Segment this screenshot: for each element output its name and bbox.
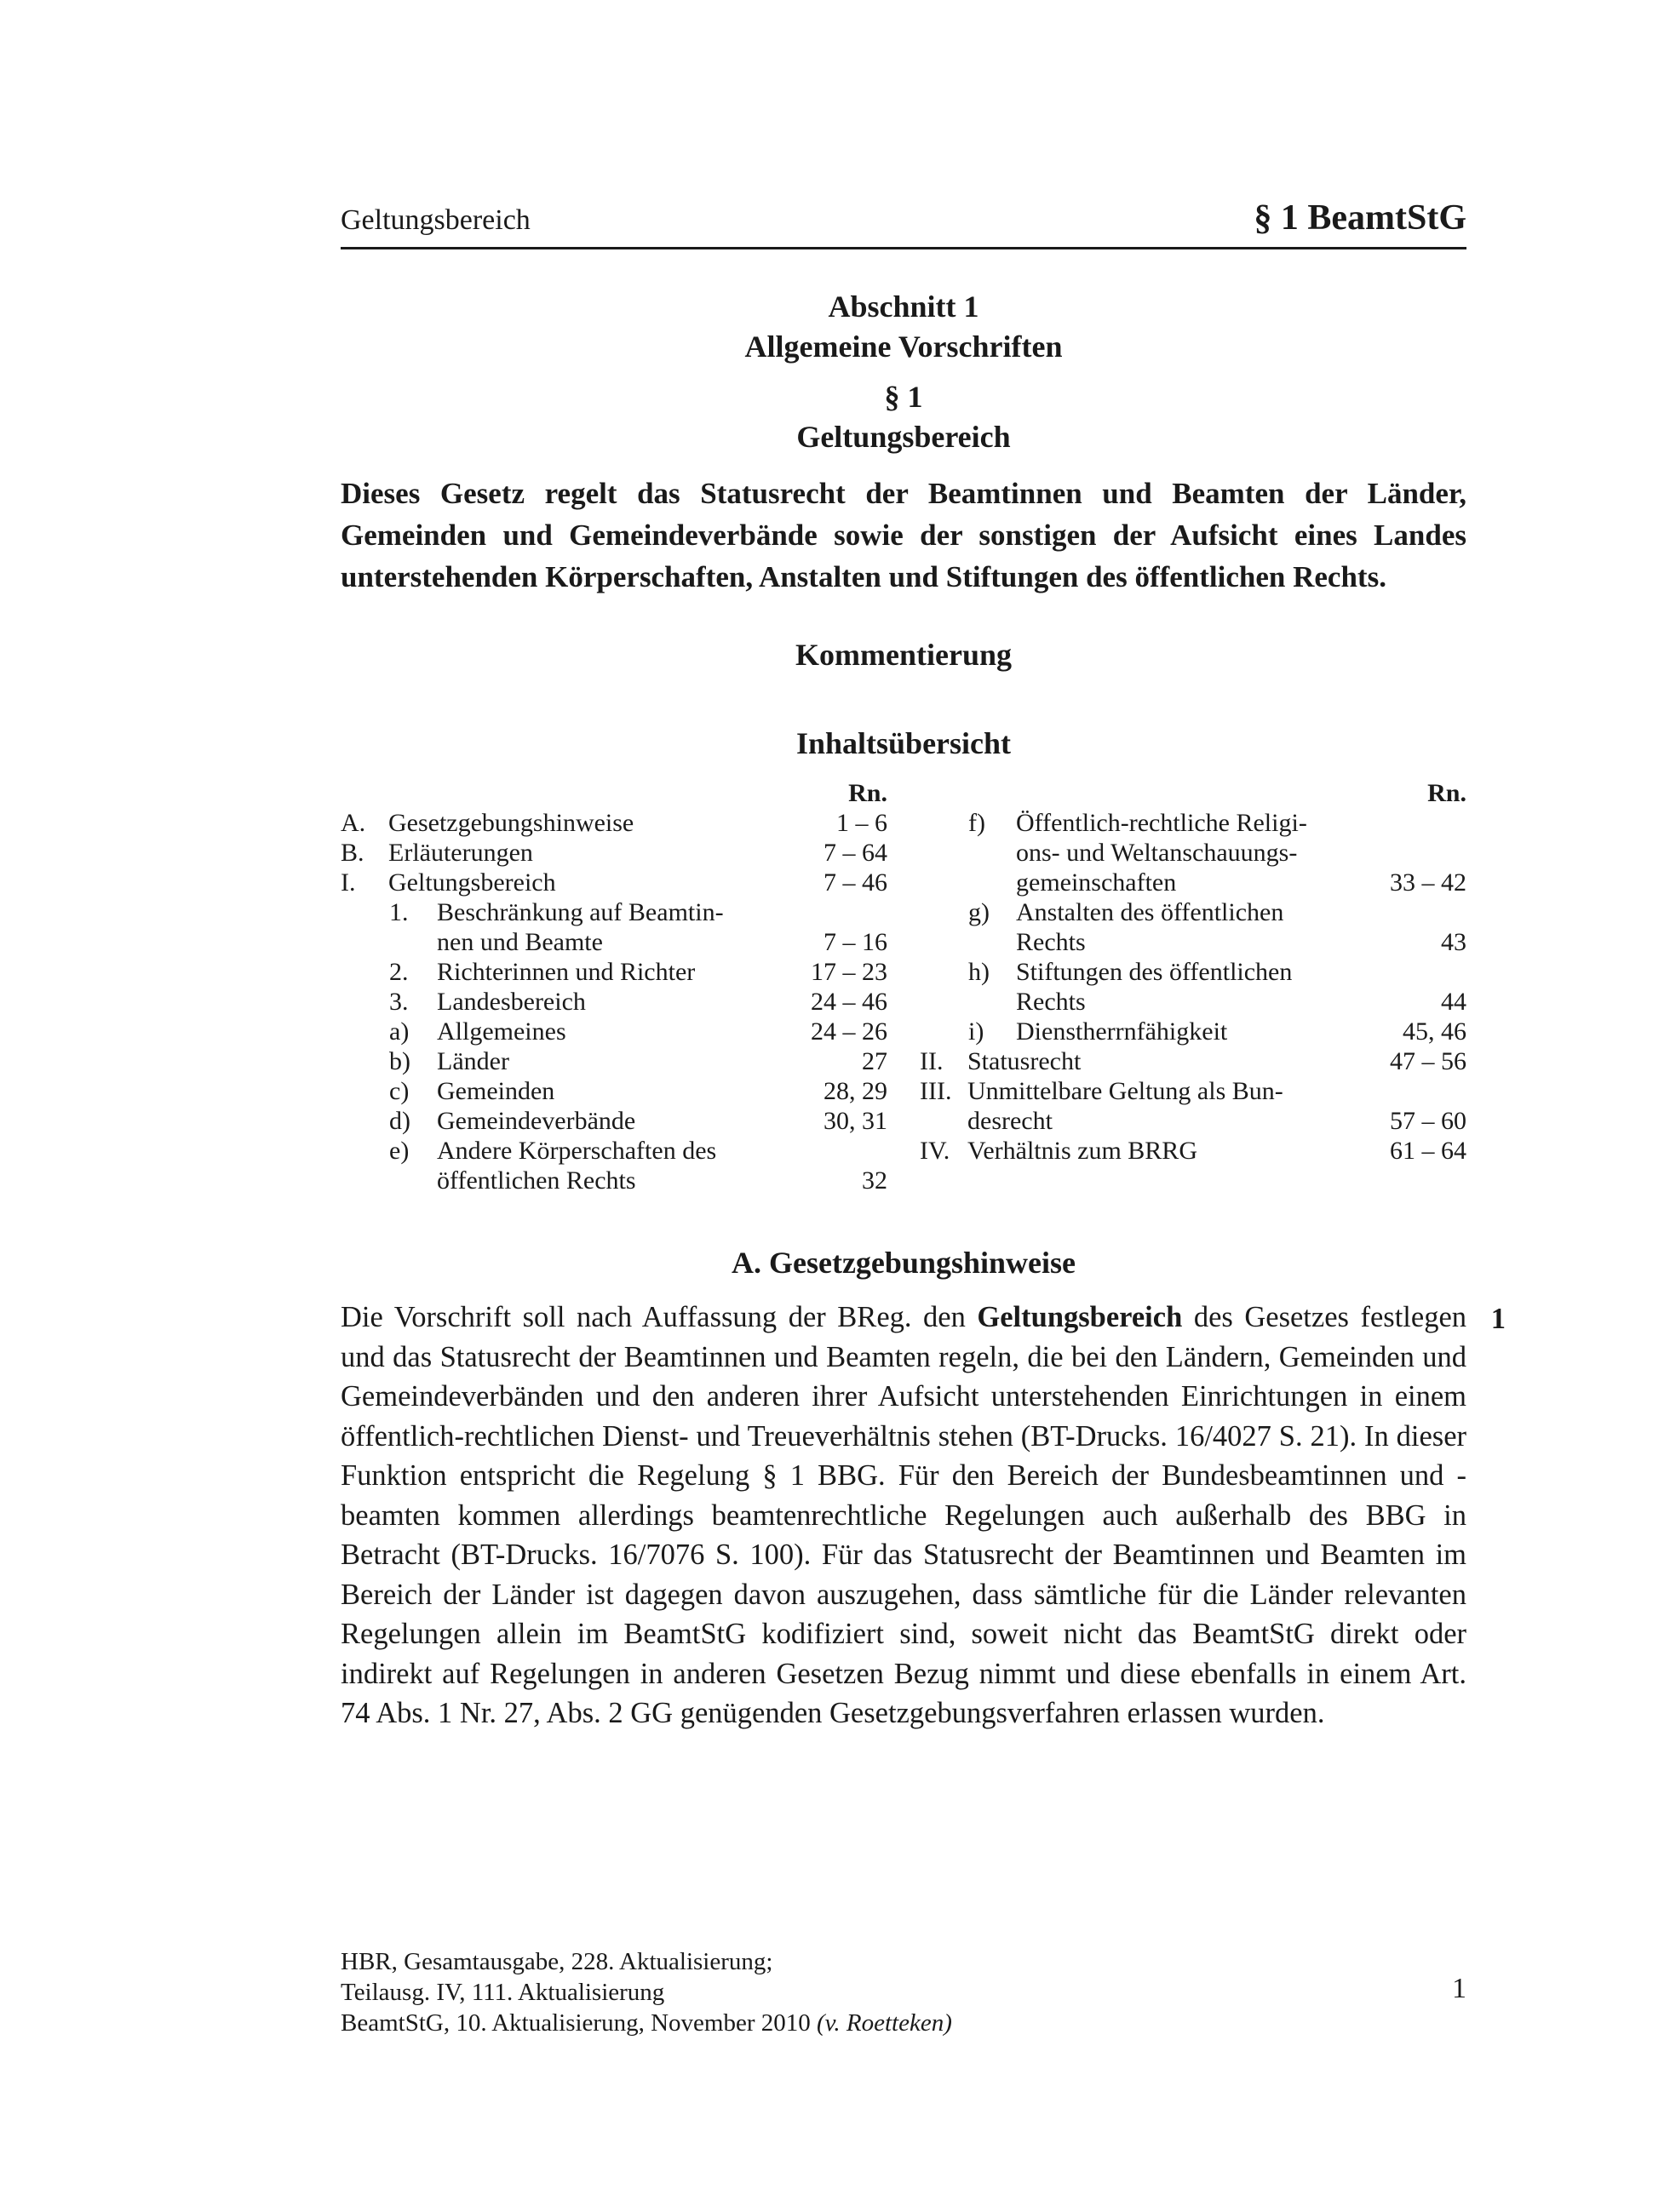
- toc-entry-text: Beschränkung auf Beamtin- nen und Beamte: [437, 898, 724, 956]
- toc-entry: [341, 838, 887, 868]
- toc-entry-label: i): [968, 1017, 984, 1046]
- toc-entry-rn: 30, 31: [824, 1107, 887, 1135]
- toc-entry-label: e): [389, 1137, 410, 1165]
- toc-entry-text: Gemeinden: [437, 1077, 555, 1105]
- toc-entry-rn: 7 – 16: [824, 928, 887, 956]
- page-content: [341, 0, 1506, 1762]
- toc-entry: [920, 1046, 1466, 1076]
- toc-entry-text: Verhältnis zum BRRG: [967, 1137, 1197, 1165]
- toc-entry-text: Richterinnen und Richter: [437, 958, 696, 986]
- section-a-heading: A. Gesetzgebungshinweise: [732, 1246, 1076, 1280]
- toc-entries-left: [341, 808, 887, 1195]
- toc-entry: [341, 808, 887, 838]
- toc-entry: [341, 987, 887, 1017]
- commentary-paragraph: [341, 1298, 1506, 1733]
- toc-entry-rn: 7 – 46: [824, 868, 887, 897]
- table-of-contents: [341, 778, 1466, 1195]
- toc-entry-label: III.: [920, 1077, 952, 1105]
- toc-entry-rn: 28, 29: [824, 1077, 887, 1105]
- toc-entry-rn: 33 – 42: [1390, 868, 1466, 897]
- toc-entry-text: Erläuterungen: [388, 839, 533, 867]
- paragraph-number-heading: § 1: [884, 380, 923, 414]
- toc-entry-rn: 61 – 64: [1390, 1137, 1466, 1165]
- toc-entry: [341, 1106, 887, 1136]
- toc-entries-right: [920, 808, 1466, 1166]
- text-segment: Die Vorschrift soll nach Auffassung der BReg. den: [341, 1301, 978, 1333]
- running-header-right: § 1 BeamtStG: [1254, 198, 1466, 238]
- toc-entry-rn: 24 – 46: [811, 988, 887, 1016]
- commentary-text: [341, 1301, 1466, 1729]
- toc-entry-label: I.: [341, 868, 356, 897]
- toc-entry-rn: 32: [862, 1166, 887, 1195]
- toc-entry-label: IV.: [920, 1137, 950, 1165]
- toc-entry-rn: 57 – 60: [1390, 1107, 1466, 1135]
- toc-entry-text: Geltungsbereich: [388, 868, 556, 897]
- inhaltsuebersicht-heading: Inhaltsübersicht: [795, 726, 1012, 760]
- text-segment: BeamtStG, 10. Aktualisierung, November 2010: [341, 2009, 817, 2037]
- text-segment: (v. Roetteken): [817, 2009, 952, 2037]
- text-segment: Geltungsbereich: [977, 1301, 1183, 1333]
- page-number: 1: [1452, 1973, 1466, 2004]
- toc-entry-rn: 24 – 26: [811, 1017, 887, 1046]
- toc-entry-label: II.: [920, 1047, 944, 1075]
- toc-entry: [920, 1136, 1466, 1166]
- toc-entry: [920, 897, 1466, 957]
- statute-text: Dieses Gesetz regelt das Statusrecht der Beamtinnen und Beamten der Länder, Gemeinden und Gemeindeverbände sowie der sonstigen der Aufsicht eines Landes unterstehenden Körperschaften, Anstalten und Stiftungen des öffentlichen Rechts.: [341, 477, 1466, 593]
- toc-entry-rn: 1 – 6: [836, 809, 887, 837]
- toc-entry-text: Landesbereich: [437, 988, 586, 1016]
- toc-entry: [920, 808, 1466, 897]
- toc-entry: [341, 868, 887, 897]
- toc-entry-label: g): [968, 898, 990, 926]
- toc-entry: [341, 897, 887, 957]
- toc-entry-rn: 44: [1441, 988, 1466, 1016]
- toc-entry-text: Gesetzgebungshinweise: [388, 809, 634, 837]
- toc-entry-text: Statusrecht: [967, 1047, 1082, 1075]
- toc-column-right: [920, 778, 1466, 1195]
- toc-entry-label: h): [968, 958, 990, 986]
- page-footer: [341, 1946, 1466, 2038]
- toc-entry-rn: 45, 46: [1403, 1017, 1466, 1046]
- toc-rn-header-left: Rn.: [848, 779, 887, 807]
- toc-entry-rn: 17 – 23: [811, 958, 887, 986]
- text-segment: des Gesetzes festlegen und das Statusrecht der Beamtinnen und Beamten regeln, die bei den Ländern, Gemeinden und Gemeindeverbänden und den anderen ihrer Aufsicht unterstehenden Einrichtungen in einem öffentlich-rechtlichen Dienst- und Treueverhältnis stehen (BT-Drucks. 16/4027 S. 21). In dieser Funktion entspricht die Regelung § 1 BBG. Für den Bereich der Bundesbeamtinnen und -beamten kommen allerdings beamtenrechtliche Regelungen auch außerhalb des BBG in Betracht (BT-Drucks. 16/7076 S. 100). Für das Statusrecht der Beamtinnen und Beamten im Bereich der Länder ist dagegen davon auszugehen, dass sämtliche für die Länder relevanten Regelungen allein im BeamtStG kodifiziert sind, soweit nicht das BeamtStG direkt oder indirekt auf Regelungen in anderen Gesetzen Bezug nimmt und diese ebenfalls in einem Art. 74 Abs. 1 Nr. 27, Abs. 2 GG genügenden Gesetzgebungsverfahren erlassen wurden.: [341, 1301, 1467, 1729]
- toc-entry-text: Gemeindeverbände: [437, 1107, 636, 1135]
- header-rule: [341, 247, 1466, 249]
- margin-rn-number: 1: [1490, 1303, 1506, 1335]
- toc-entry-text: Unmittelbare Geltung als Bun- desrecht: [967, 1077, 1283, 1135]
- toc-column-left: [341, 778, 887, 1195]
- kommentierung-heading: Kommentierung: [795, 638, 1012, 672]
- toc-entry-label: A.: [341, 809, 366, 837]
- toc-entry: [920, 1076, 1466, 1136]
- toc-entry-text: Allgemeines: [437, 1017, 566, 1046]
- toc-entry-label: 1.: [389, 898, 409, 926]
- toc-entry-label: a): [389, 1017, 410, 1046]
- toc-entry-text: Länder: [437, 1047, 509, 1075]
- toc-entry-rn: 27: [862, 1047, 887, 1075]
- toc-entry: [341, 1076, 887, 1106]
- toc-entry-text: Dienstherrnfähigkeit: [1016, 1017, 1228, 1046]
- toc-entry-label: 2.: [389, 958, 409, 986]
- toc-entry-rn: 7 – 64: [824, 839, 887, 867]
- footer-line-3: [341, 2008, 1466, 2038]
- toc-entry: [920, 957, 1466, 1017]
- title-block: [341, 287, 1466, 457]
- toc-entry-label: 3.: [389, 988, 409, 1016]
- toc-entry-label: c): [389, 1077, 410, 1105]
- section-number-heading: Abschnitt 1: [828, 289, 979, 324]
- toc-entry-rn: 43: [1441, 928, 1466, 956]
- toc-entry: [341, 1136, 887, 1195]
- toc-entry: [341, 1046, 887, 1076]
- toc-entry-text: Stiftungen des öffentlichen Rechts: [1016, 958, 1293, 1016]
- running-header: [341, 198, 1466, 238]
- toc-entry: [920, 1017, 1466, 1046]
- footer-line-1: HBR, Gesamtausgabe, 228. Aktualisierung;: [341, 1948, 773, 1975]
- toc-rn-header-right: Rn.: [1427, 779, 1466, 807]
- toc-entry-label: f): [968, 809, 985, 837]
- toc-entry-rn: 47 – 56: [1390, 1047, 1466, 1075]
- section-title-heading: Allgemeine Vorschriften: [744, 330, 1063, 364]
- toc-entry: [341, 1017, 887, 1046]
- toc-entry-text: Andere Körperschaften des öffentlichen Rechts: [437, 1137, 717, 1195]
- toc-entry-label: b): [389, 1047, 410, 1075]
- toc-entry-label: B.: [341, 839, 364, 867]
- toc-entry-label: d): [389, 1107, 410, 1135]
- toc-entry-text: Anstalten des öffentlichen Rechts: [1016, 898, 1284, 956]
- running-header-left: Geltungsbereich: [341, 204, 531, 236]
- toc-entry-text: Öffentlich-rechtliche Religi- ons- und Weltanschauungs- gemeinschaften: [1016, 809, 1307, 897]
- paragraph-title-heading: Geltungsbereich: [796, 420, 1011, 454]
- footer-line-2: Teilausg. IV, 111. Aktualisierung: [341, 1979, 665, 2006]
- toc-entry: [341, 957, 887, 987]
